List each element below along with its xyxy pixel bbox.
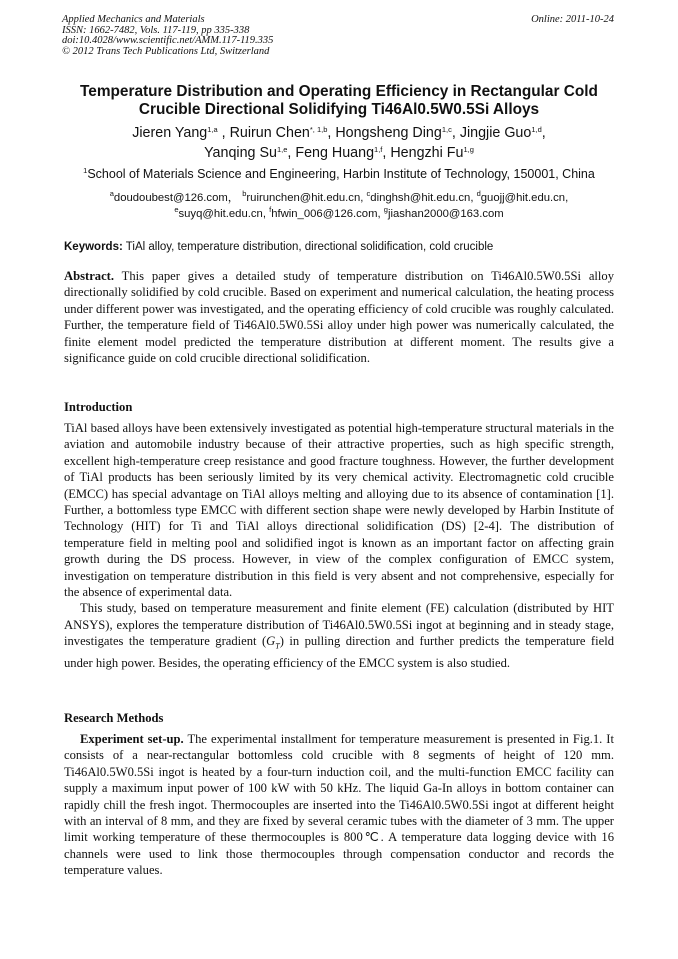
abstract <box>64 268 614 366</box>
author: Hongsheng Ding$^{1,c}$, <box>335 125 460 141</box>
email: $^a$doudoubest@126.com， <box>109 189 240 204</box>
author: Yanqing Su$^{1,e}$, <box>204 144 296 161</box>
author-list <box>50 124 628 163</box>
doi-line: doi:10.4028/www.scientific.net/AMM.117-119.335 <box>62 35 274 46</box>
email: $^e$suyq@hit.edu.cn, <box>174 205 270 220</box>
introduction-paragraph-2: This study, based on temperature measurement and finite element (FE) calculation (distributed by HIT ANSYS), explores the temperature distribution of Ti46Al0.5W0.5Si ingot at beginning and in steady stage, investigates the temperature gradient $(G_T)$ in pulling direction and further predicts the temperature field under high power. Besides, the operating efficiency of the EMCC system is also studied. <box>64 601 614 671</box>
email: $^b$ruirunchen@hit.edu.cn, <box>242 189 367 204</box>
online-date: Online: 2011-10-24 <box>531 14 614 25</box>
issn-line: ISSN: 1662-7482, Vols. 117-119, pp 335-338 <box>62 24 250 36</box>
abstract-text: This paper gives a detailed study of temperature distribution on Ti46Al0.5W0.5Si alloy directionally solidified by cold crucible. Based on experiment and numerical calculation, the heating process under different power was investigated, and the operating efficiency of cold crucible was roughly calculated. Further, the temperature field of Ti46Al0.5W0.5Si alloy under high power was numerically calculated, the finite element model predicted the temperature distribution at different moment. The results give a significance guide on cold crucible directional solidification. <box>64 269 615 366</box>
email: $^c$dinghsh@hit.edu.cn, <box>366 189 477 204</box>
paper-title: Temperature Distribution and Operating Efficiency in Rectangular Cold Crucible Directional Solidifying Ti46Al0.5W0.5Si Alloys <box>80 83 598 118</box>
keywords-text: TiAl alloy, temperature distribution, directional solidification, cold crucible <box>125 241 494 253</box>
keywords <box>64 240 614 254</box>
author: Feng Huang$^{1,f}$, <box>295 144 391 161</box>
affiliation: $^1$School of Materials Science and Engineering, Harbin Institute of Technology, 150001, China <box>83 166 595 181</box>
email: $^f$hfwin_006@126.com, <box>269 205 384 220</box>
author: Jingjie Guo$^{1,d}$, <box>459 125 546 141</box>
introduction-paragraph-1: TiAl based alloys have been extensively investigated as potential high-temperature structural materials in the aviation and automobile industry because of their attractive properties, such as high specific strength, excellent high-temperature creep resistance and good fracture toughness. However, the further development of TiAl products has been seriously limited by its very chemical activity. Electromagnetic cold crucible (EMCC) has special advantage on TiAl alloys melting and alloying due to its absence of contamination [1]. Further, a bottomless type EMCC with different section shape were newly developed by Harbin Institute of Technology (HIT) for Ti and TiAl alloys directional solidification (DS) [2-4]. The distribution of temperature field in melting pool and solidified ingot is known as an important factor on affecting grain growth during the DS process. However, in view of the complex configuration of EMCC system, investigation on temperature distribution in this field is very absent and not comprehensive, especially for the absence of experimental data. <box>64 421 614 600</box>
author: Ruirun Chen$^{*, 1,b}$, <box>229 125 336 141</box>
experiment-setup-label: Experiment set-up. <box>80 732 184 746</box>
introduction-body <box>64 420 614 672</box>
experiment-setup-text: The experimental installment for temperature measurement is presented in Fig.1. It consists of a near-rectangular bottomless cold crucible with 8 segments of height of 120 mm. Ti46Al0.5W0.5Si ingot is heated by a four-turn induction coil, and the multi-function EMCC facility can supply a maximum input power of 100 kW with 50 kHz. The liquid Ga-In alloys in bottom container can rapidly chill the fresh ingot. Thermocouples are inserted into the Ti46Al0.5W0.5Si ingot at different height with an interval of 8 mm, and they are fixed by several ceramic tubes with the diameter of 3 mm. The upper limit working temperature of these thermocouples is 800℃. A temperature data logging device with 16 channels were used to link those thermocouples through compensation conductor and records the temperature values. <box>64 732 615 878</box>
keywords-label: Keywords: <box>64 241 123 253</box>
section-heading-research-methods: Research Methods <box>64 711 164 725</box>
abstract-label: Abstract. <box>64 269 115 283</box>
author: Hengzhi Fu$^{1,g}$ <box>390 144 474 161</box>
author: Jieren Yang$^{1,a}$ , <box>132 125 230 141</box>
research-methods-body <box>64 731 614 879</box>
email: $^d$guojj@hit.edu.cn, <box>476 189 569 204</box>
section-heading-introduction: Introduction <box>64 400 133 414</box>
email: $^g$jiashan2000@163.com <box>383 205 504 220</box>
email-list <box>40 190 638 222</box>
copyright-line: © 2012 Trans Tech Publications Ltd, Switzerland <box>62 45 270 57</box>
journal-header <box>62 15 614 57</box>
journal-name: Applied Mechanics and Materials <box>62 14 205 25</box>
